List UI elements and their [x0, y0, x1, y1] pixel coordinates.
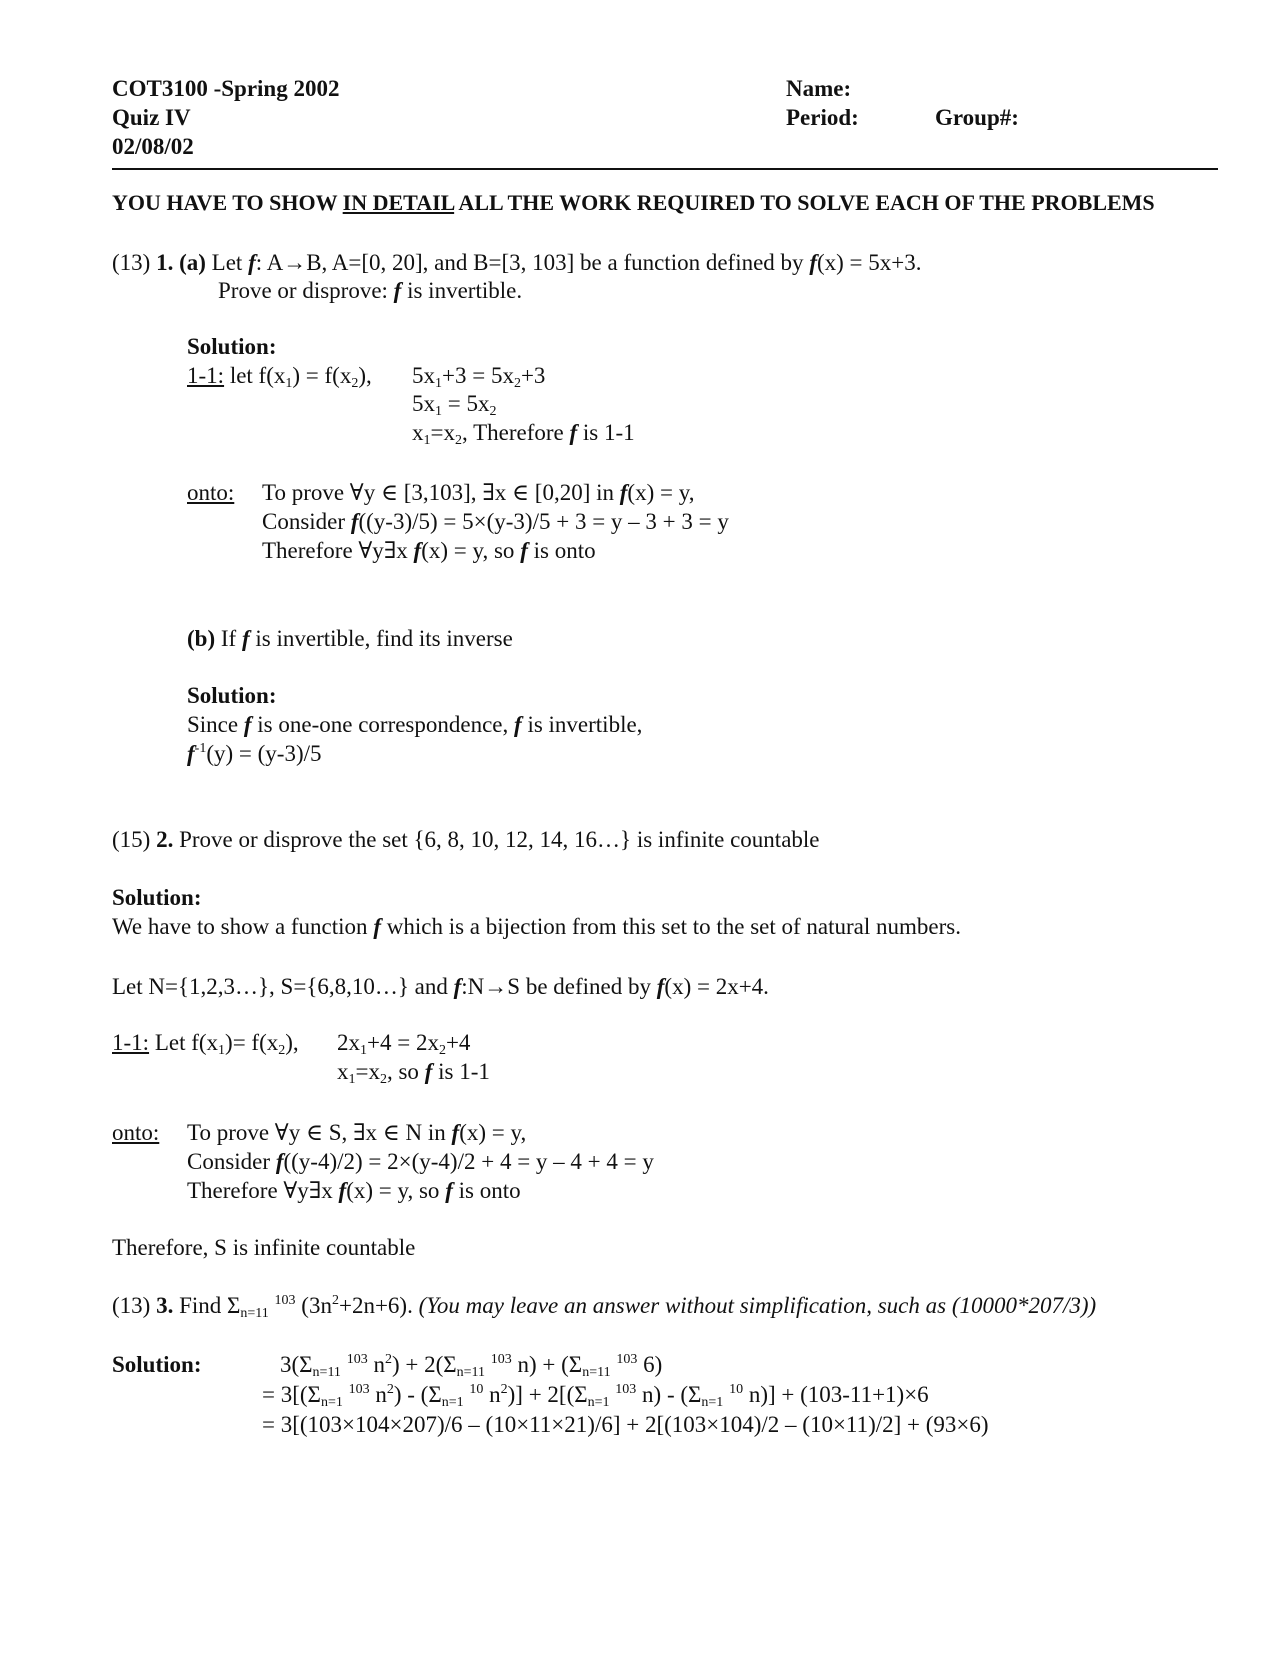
solution-3-line1: $3(\Sigma_{n=11}$ $^{103}$ $n^2) + 2(\Sigma_{n=11}$ $^{103}$ $n) + (\Sigma_{n=11}$ $^{103}$ 6) [280, 1352, 663, 1380]
quiz-title: Quiz IV [112, 105, 191, 130]
solution-1a-onto-line3: Therefore ∀y∃x f(x) = y, so f is onto [262, 538, 596, 563]
course-title: COT3100 -Spring 2002 [112, 76, 340, 101]
solution-2-onto-line1: To prove ∀y ∈ S, ∃x ∈ N in f(x) = y, [187, 1120, 527, 1145]
solution-2-label: Solution: [112, 885, 202, 910]
solution-2-oneone: 1-1: Let $f(x_1)= f(x_2)$, [112, 1030, 299, 1058]
period-label: Period: [786, 105, 859, 130]
solution-2-conclusion: Therefore, S is infinite countable [112, 1235, 416, 1260]
solution-2-onto-line2: Consider f((y-4)/2) = 2×(y-4)/2 + 4 = y – 4 + 4 = y [187, 1149, 654, 1174]
solution-2-onto-line3: Therefore ∀y∃x f(x) = y, so f is onto [187, 1178, 521, 1203]
solution-3-line2: = $3[(\Sigma_{n=1}$ $^{103}$ $n^2) - (\Sigma_{n=1}$ $^{10}$ $n^2)] + 2[(\Sigma_{n=1}$ $^{103}$ $n) - (\Sigma_{n=1}$ $^{10}$ n)] + (103-11+1)×6 [262, 1382, 929, 1410]
solution-2-eq1: $2x_1+4 = 2x_2+4$ [337, 1030, 471, 1058]
solution-1b-inverse: $f^{-1}(y) = (y-3)/5$ [187, 741, 322, 766]
solution-1a-eq1: $5x_1+3 = 5x_2+3$ [412, 363, 546, 391]
solution-1a-onto-line1: To prove ∀y ∈ [3,103], ∃x ∈ [0,20] in f(x) = y, [262, 480, 695, 505]
group-label: Group#: [935, 105, 1019, 130]
solution-2-onto-label: onto: [112, 1120, 160, 1145]
name-label: Name: [786, 76, 852, 101]
question-1a: (13) 1. (a) Let f: A→B, A=[0, 20], and B=[3, 103] be a function defined by f(x) = 5x+3. [112, 250, 922, 275]
solution-1a-label: Solution: [187, 334, 277, 359]
solution-1b-line1: Since f is one-one correspondence, f is invertible, [187, 712, 643, 737]
question-1a-line2: Prove or disprove: f is invertible. [218, 278, 523, 303]
solution-2-line2: Let N={1,2,3…}, S={6,8,10…} and f:N→S be defined by f(x) = 2x+4. [112, 974, 769, 999]
solution-3-label: Solution: [112, 1352, 202, 1377]
quiz-date: 02/08/02 [112, 134, 194, 159]
solution-1a-eq3: $x_1=x_2$, Therefore f is 1-1 [412, 420, 635, 448]
question-1b: (b) If f is invertible, find its inverse [187, 626, 513, 651]
question-2: (15) 2. Prove or disprove the set {6, 8, 10, 12, 14, 16…} is infinite countable [112, 827, 820, 852]
solution-1a-onto-line2: Consider f((y-3)/5) = 5×(y-3)/5 + 3 = y – 3 + 3 = y [262, 509, 729, 534]
header-divider [112, 168, 1218, 170]
solution-1a-onto-label: onto: [187, 480, 235, 505]
solution-1a-eq2: $5x_1 = 5x_2$ [412, 391, 497, 419]
solution-2-line1: We have to show a function f which is a bijection from this set to the set of natural numbers. [112, 914, 961, 939]
solution-1a-oneone: 1-1: let $f(x_1) = f(x_2)$, [187, 363, 372, 391]
instructions: YOU HAVE TO SHOW IN DETAIL ALL THE WORK REQUIRED TO SOLVE EACH OF THE PROBLEMS [112, 190, 1155, 215]
question-3: (13) 3. Find $\Sigma_{n=11}$ $^{103}$ $(3n^2+2n+6)$. (You may leave an answer without simplification, such as (10000*207/3)) [112, 1293, 1097, 1321]
solution-2-eq2: $x_1=x_2$, so f is 1-1 [337, 1059, 490, 1087]
solution-3-line3: = 3[(103×104×207)/6 – (10×11×21)/6] + 2[(103×104)/2 – (10×11)/2] + (93×6) [262, 1412, 989, 1437]
solution-1b-label: Solution: [187, 683, 277, 708]
